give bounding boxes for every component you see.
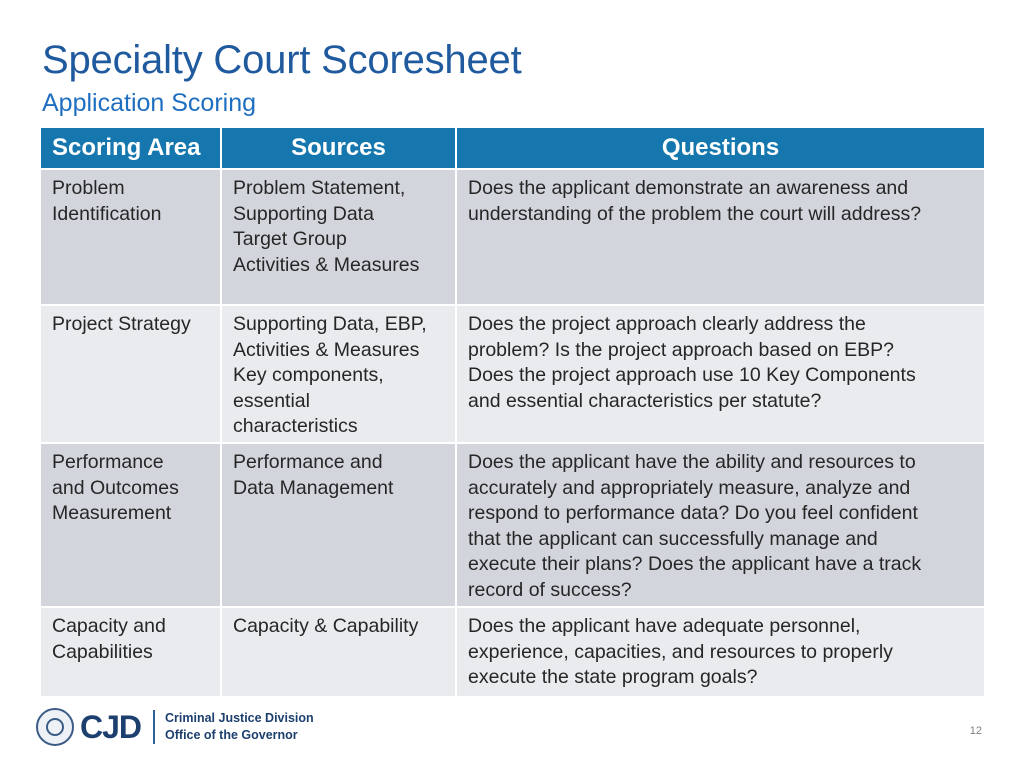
header-scoring-area: Scoring Area	[41, 128, 221, 169]
table-header-row	[41, 128, 984, 169]
header-questions: Questions	[456, 128, 984, 169]
org-line-1: Criminal Justice Division	[165, 711, 314, 725]
cell-questions: Does the applicant have adequate personnel, experience, capacities, and resources to properly execute the state program goals?	[456, 607, 984, 697]
cjd-logo	[36, 708, 314, 746]
cell-sources: Problem Statement, Supporting Data Target Group Activities & Measures	[221, 169, 456, 305]
cell-area: Capacity and Capabilities	[41, 607, 221, 697]
cell-questions: Does the applicant have the ability and resources to accurately and appropriately measure, analyze and respond to performance data? Do you feel confident that the applicant can successfully manage and execute their plans? Does the applicant have a track record of success?	[456, 443, 984, 607]
table-row	[41, 305, 984, 443]
page-number: 12	[969, 725, 982, 737]
page-subtitle: Application Scoring	[42, 89, 257, 117]
cell-area: Performance and Outcomes Measurement	[41, 443, 221, 607]
table-row	[41, 169, 984, 305]
cell-sources: Capacity & Capability	[221, 607, 456, 697]
cell-area: Problem Identification	[41, 169, 221, 305]
cell-questions: Does the applicant demonstrate an awareness and understanding of the problem the court will address?	[456, 169, 984, 305]
cell-area: Project Strategy	[41, 305, 221, 443]
logo-text: CJD	[80, 708, 142, 745]
header-sources: Sources	[221, 128, 456, 169]
page-title: Specialty Court Scoresheet	[42, 38, 522, 82]
scoring-table	[41, 128, 984, 698]
org-name	[165, 710, 314, 744]
org-line-2: Office of the Governor	[165, 728, 298, 742]
cell-sources: Supporting Data, EBP, Activities & Measures Key components, essential characteristics	[221, 305, 456, 443]
table-row	[41, 607, 984, 697]
logo-divider	[153, 710, 155, 744]
table-row	[41, 443, 984, 607]
cell-sources: Performance and Data Management	[221, 443, 456, 607]
state-seal-icon	[36, 708, 74, 746]
cell-questions: Does the project approach clearly address the problem? Is the project approach based on EBP? Does the project approach use 10 Key Components and essential characteristics per statute?	[456, 305, 984, 443]
